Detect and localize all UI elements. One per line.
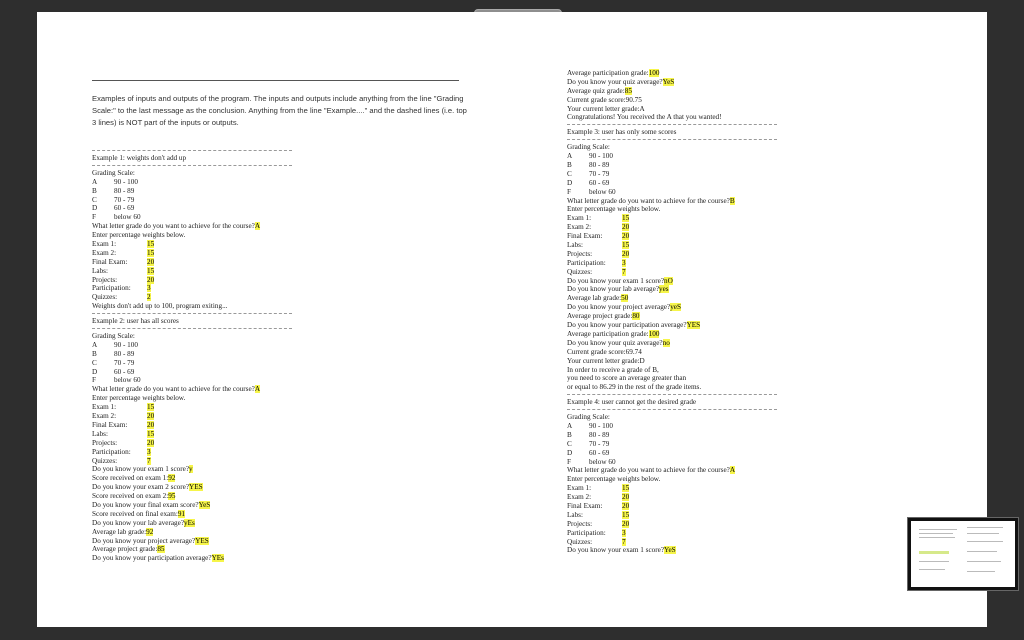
text-line xyxy=(567,241,777,250)
input-value: 15 xyxy=(622,241,630,250)
text-line xyxy=(567,69,777,78)
text-line xyxy=(567,422,777,431)
line-text: Grading Scale: xyxy=(567,413,610,422)
text-line xyxy=(567,449,777,458)
weight-label: Exam 2: xyxy=(567,493,592,502)
text-line xyxy=(567,294,777,303)
grade-range: 70 - 79 xyxy=(589,439,610,448)
input-value: 20 xyxy=(622,223,630,232)
input-value: yEs xyxy=(184,518,195,527)
text-line xyxy=(92,465,292,474)
input-value: 3 xyxy=(622,528,626,537)
grade-range: 90 - 100 xyxy=(114,177,138,186)
text-line xyxy=(92,302,292,311)
grade-range: 90 - 100 xyxy=(589,421,613,430)
grade-range: 90 - 100 xyxy=(114,340,138,349)
grade-letter: C xyxy=(92,195,97,204)
text-line xyxy=(92,204,292,213)
weight-label: Exam 2: xyxy=(92,248,117,257)
input-value: nO xyxy=(664,276,673,285)
line-text: Do you know your participation average? xyxy=(567,321,687,330)
text-line xyxy=(567,357,777,366)
input-value: 20 xyxy=(147,438,155,447)
text-line xyxy=(567,511,777,520)
grade-letter: D xyxy=(567,178,573,187)
input-value: YES xyxy=(686,321,701,330)
grade-range: 80 - 89 xyxy=(114,186,135,195)
text-line xyxy=(567,431,777,440)
grade-range: below 60 xyxy=(589,187,616,196)
text-line xyxy=(92,284,292,293)
text-line xyxy=(567,143,777,152)
text-line xyxy=(92,231,292,240)
text-line xyxy=(92,350,292,359)
line-text: What letter grade do you want to achieve for the course? xyxy=(92,222,255,231)
grade-range: 70 - 79 xyxy=(589,169,610,178)
grade-range: 60 - 69 xyxy=(589,178,610,187)
right-column xyxy=(567,69,777,555)
grade-letter: D xyxy=(92,367,98,376)
text-line xyxy=(92,430,292,439)
text-line xyxy=(92,457,292,466)
dashed-separator xyxy=(567,139,777,140)
text-line xyxy=(92,394,292,403)
grade-letter: C xyxy=(567,439,572,448)
line-text: Do you know your project average? xyxy=(92,536,196,545)
input-value: 15 xyxy=(147,240,155,249)
text-line xyxy=(567,348,777,357)
text-line xyxy=(567,458,777,467)
text-line xyxy=(92,169,292,178)
line-text: Average project grade: xyxy=(567,312,633,321)
dashed-separator xyxy=(92,150,292,151)
grade-letter: A xyxy=(92,177,98,186)
input-value: 15 xyxy=(622,510,630,519)
text-line xyxy=(92,154,292,163)
weight-label: Participation: xyxy=(92,447,131,456)
text-line xyxy=(567,475,777,484)
input-value: 100 xyxy=(648,329,660,338)
text-line xyxy=(92,412,292,421)
grade-range: below 60 xyxy=(589,457,616,466)
weight-label: Exam 2: xyxy=(92,412,117,421)
weight-label: Final Exam: xyxy=(567,501,603,510)
input-value: 85 xyxy=(624,86,632,95)
text-line xyxy=(92,519,292,528)
line-text: Average project grade: xyxy=(92,545,158,554)
text-line xyxy=(567,179,777,188)
input-value: A xyxy=(729,466,736,475)
line-text: Example 1: weights don't add up xyxy=(92,154,187,162)
text-line xyxy=(567,330,777,339)
grade-letter: A xyxy=(567,152,573,161)
input-value: 20 xyxy=(147,412,155,421)
grade-letter: F xyxy=(92,213,96,222)
grade-letter: B xyxy=(567,161,572,170)
grade-range: 70 - 79 xyxy=(114,358,135,367)
input-value: 91 xyxy=(177,509,185,518)
input-value: YeS xyxy=(662,77,675,86)
document-page xyxy=(37,12,987,627)
text-line xyxy=(567,383,777,392)
text-line xyxy=(92,213,292,222)
text-line xyxy=(92,501,292,510)
text-line xyxy=(567,259,777,268)
input-value: yes xyxy=(659,285,669,294)
line-text: What letter grade do you want to achieve for the course? xyxy=(92,385,255,394)
text-line xyxy=(567,214,777,223)
line-text: Score received on exam 2: xyxy=(92,492,169,501)
line-text: Your current letter grade:D xyxy=(567,356,645,365)
grade-range: 60 - 69 xyxy=(114,204,135,213)
line-text: Score received on final exam: xyxy=(92,509,178,518)
text-line xyxy=(567,546,777,555)
grade-letter: B xyxy=(92,349,97,358)
line-text: Enter percentage weights below. xyxy=(567,475,661,484)
text-line xyxy=(567,78,777,87)
text-line xyxy=(567,484,777,493)
line-text: Enter percentage weights below. xyxy=(567,205,661,214)
text-line xyxy=(567,312,777,321)
line-text: Average participation grade: xyxy=(567,69,649,77)
dashed-separator xyxy=(92,165,292,166)
text-line xyxy=(92,249,292,258)
line-text: Your current letter grade:A xyxy=(567,104,645,113)
line-text: In order to receive a grade of B, xyxy=(567,365,659,374)
input-value: 20 xyxy=(622,249,630,258)
text-line xyxy=(92,439,292,448)
grade-letter: C xyxy=(92,358,97,367)
text-line xyxy=(92,359,292,368)
text-line xyxy=(92,474,292,483)
text-line xyxy=(92,376,292,385)
text-line xyxy=(92,528,292,537)
weight-label: Participation: xyxy=(567,258,606,267)
line-text: Average quiz grade: xyxy=(567,86,625,95)
weight-label: Exam 1: xyxy=(92,240,117,249)
text-line xyxy=(92,368,292,377)
text-line xyxy=(567,105,777,114)
intro-paragraph: Examples of inputs and outputs of the program. The inputs and outputs include anything from the line "Grading Scale:" to the last message as the conclusion. Anything from the line "Example...." and the dashed lines (i.e. top 3 lines) is NOT part of the inputs or outputs. xyxy=(92,94,467,127)
input-value: 7 xyxy=(622,537,626,546)
grade-letter: F xyxy=(567,457,571,466)
line-text: Do you know your exam 2 score? xyxy=(92,483,190,492)
line-text: Do you know your exam 1 score? xyxy=(567,546,665,555)
line-text: Example 2: user has all scores xyxy=(92,317,179,326)
text-line xyxy=(567,128,777,137)
input-value: 15 xyxy=(622,214,630,223)
text-line xyxy=(567,170,777,179)
input-value: 20 xyxy=(622,501,630,510)
weight-label: Final Exam: xyxy=(92,420,128,429)
grade-letter: F xyxy=(567,187,571,196)
input-value: 15 xyxy=(147,266,155,275)
text-line xyxy=(92,293,292,302)
text-line xyxy=(92,267,292,276)
line-text: Do you know your exam 1 score? xyxy=(92,465,190,474)
grade-range: 80 - 89 xyxy=(589,161,610,170)
input-value: no xyxy=(662,338,670,347)
input-value: A xyxy=(254,385,261,394)
weight-label: Final Exam: xyxy=(567,232,603,241)
text-line xyxy=(567,96,777,105)
text-line xyxy=(92,492,292,501)
line-text: Average participation grade: xyxy=(567,329,649,338)
line-text: Average lab grade: xyxy=(567,294,622,303)
text-line xyxy=(567,493,777,502)
line-text: Grading Scale: xyxy=(92,168,135,177)
line-text: Score received on exam 1: xyxy=(92,474,169,483)
input-value: 7 xyxy=(622,267,626,276)
input-value: YEs xyxy=(211,554,224,563)
input-value: 80 xyxy=(632,312,640,321)
text-line xyxy=(92,178,292,187)
dashed-separator xyxy=(92,313,292,314)
line-text: Weights don't add up to 100, program exiting... xyxy=(92,302,228,311)
grade-range: 90 - 100 xyxy=(589,152,613,161)
grade-range: 80 - 89 xyxy=(589,430,610,439)
line-text: What letter grade do you want to achieve for the course? xyxy=(567,466,730,475)
input-value: 85 xyxy=(157,545,165,554)
grade-letter: C xyxy=(567,169,572,178)
weight-label: Exam 2: xyxy=(567,223,592,232)
weight-label: Quizzes: xyxy=(92,293,118,302)
text-line xyxy=(567,268,777,277)
line-text: Do you know your lab average? xyxy=(567,285,660,294)
line-text: Do you know your quiz average? xyxy=(567,338,663,347)
line-text: Example 4: user cannot get the desired grade xyxy=(567,398,697,407)
input-value: 95 xyxy=(168,492,176,501)
input-value: 50 xyxy=(621,294,629,303)
grade-letter: D xyxy=(567,448,573,457)
weight-label: Quizzes: xyxy=(567,267,593,276)
input-value: 15 xyxy=(622,484,630,493)
grade-range: below 60 xyxy=(114,376,141,385)
text-line xyxy=(92,421,292,430)
grade-range: below 60 xyxy=(114,213,141,222)
text-line xyxy=(567,366,777,375)
dashed-separator xyxy=(567,124,777,125)
text-line xyxy=(92,537,292,546)
weight-label: Exam 1: xyxy=(567,214,592,223)
line-text: Enter percentage weights below. xyxy=(92,231,186,240)
grade-letter: A xyxy=(567,421,573,430)
text-line xyxy=(567,466,777,475)
line-text: What letter grade do you want to achieve for the course? xyxy=(567,196,730,205)
dashed-separator xyxy=(92,328,292,329)
text-line xyxy=(92,317,292,326)
grade-letter: A xyxy=(92,340,98,349)
left-column xyxy=(92,148,292,563)
input-value: 3 xyxy=(147,447,151,456)
text-line xyxy=(567,161,777,170)
line-text: Do you know your exam 1 score? xyxy=(567,276,665,285)
text-line xyxy=(567,277,777,286)
text-line xyxy=(92,403,292,412)
text-line xyxy=(567,529,777,538)
text-line xyxy=(567,374,777,383)
input-value: y xyxy=(189,465,193,474)
weight-label: Labs: xyxy=(92,266,108,275)
line-text: Do you know your lab average? xyxy=(92,518,185,527)
text-line xyxy=(567,152,777,161)
weight-label: Final Exam: xyxy=(92,257,128,266)
text-line xyxy=(92,483,292,492)
text-line xyxy=(92,545,292,554)
input-value: 15 xyxy=(147,429,155,438)
text-line xyxy=(567,205,777,214)
text-line xyxy=(567,197,777,206)
grade-letter: B xyxy=(92,186,97,195)
grade-letter: D xyxy=(92,204,98,213)
weight-label: Projects: xyxy=(92,438,118,447)
dashed-separator xyxy=(567,409,777,410)
text-line xyxy=(567,303,777,312)
input-value: 20 xyxy=(147,275,155,284)
grade-letter: B xyxy=(567,430,572,439)
text-line xyxy=(567,339,777,348)
text-line xyxy=(567,113,777,122)
input-value: 20 xyxy=(622,519,630,528)
input-value: 100 xyxy=(648,69,660,77)
text-line xyxy=(92,240,292,249)
input-value: 2 xyxy=(147,293,151,302)
weight-label: Projects: xyxy=(567,519,593,528)
input-value: 20 xyxy=(622,232,630,241)
text-line xyxy=(567,232,777,241)
text-line xyxy=(567,440,777,449)
text-line xyxy=(92,554,292,563)
input-value: 3 xyxy=(622,258,626,267)
input-value: 15 xyxy=(147,403,155,412)
text-line xyxy=(567,321,777,330)
grade-range: 60 - 69 xyxy=(589,448,610,457)
line-text: Do you know your quiz average? xyxy=(567,77,663,86)
input-value: 20 xyxy=(147,420,155,429)
input-value: A xyxy=(254,222,261,231)
grade-range: 70 - 79 xyxy=(114,195,135,204)
text-line xyxy=(92,448,292,457)
input-value: 3 xyxy=(147,284,151,293)
text-line xyxy=(567,413,777,422)
weight-label: Participation: xyxy=(92,284,131,293)
text-line xyxy=(92,187,292,196)
weight-label: Quizzes: xyxy=(567,537,593,546)
weight-label: Exam 1: xyxy=(92,403,117,412)
weight-label: Participation: xyxy=(567,528,606,537)
grade-letter: F xyxy=(92,376,96,385)
dashed-separator xyxy=(567,394,777,395)
line-text: Grading Scale: xyxy=(92,332,135,341)
input-value: YeS xyxy=(198,500,211,509)
text-line xyxy=(567,250,777,259)
grade-range: 60 - 69 xyxy=(114,367,135,376)
line-text: Do you know your participation average? xyxy=(92,554,212,563)
weight-label: Labs: xyxy=(92,429,108,438)
input-value: 92 xyxy=(168,474,176,483)
line-text: Do you know your project average? xyxy=(567,303,671,312)
grade-range: 80 - 89 xyxy=(114,349,135,358)
input-value: 92 xyxy=(146,527,154,536)
text-line xyxy=(92,222,292,231)
line-text: Enter percentage weights below. xyxy=(92,394,186,403)
weight-label: Quizzes: xyxy=(92,456,118,465)
text-line xyxy=(92,341,292,350)
input-value: B xyxy=(729,196,735,205)
input-value: 20 xyxy=(622,493,630,502)
text-line xyxy=(567,285,777,294)
text-line xyxy=(567,538,777,547)
line-text: Do you know your final exam score? xyxy=(92,500,199,509)
weight-label: Labs: xyxy=(567,510,583,519)
text-line xyxy=(567,520,777,529)
line-text: Congratulations! You received the A that you wanted! xyxy=(567,113,722,122)
input-value: YeS xyxy=(664,546,676,555)
line-text: Current grade score:90.75 xyxy=(567,95,642,104)
text-line xyxy=(92,276,292,285)
text-line xyxy=(92,385,292,394)
text-line xyxy=(567,87,777,96)
text-line xyxy=(92,196,292,205)
input-value: YES xyxy=(189,483,203,492)
page-thumbnail[interactable] xyxy=(908,518,1018,590)
weight-label: Projects: xyxy=(92,275,118,284)
text-line xyxy=(92,332,292,341)
line-text: you need to score an average greater than xyxy=(567,374,687,383)
text-line xyxy=(92,258,292,267)
line-text: Current grade score:69.74 xyxy=(567,347,642,356)
weight-label: Exam 1: xyxy=(567,484,592,493)
top-rule xyxy=(92,80,459,81)
input-value: yeS xyxy=(670,303,681,312)
weight-label: Projects: xyxy=(567,249,593,258)
input-value: 7 xyxy=(147,456,151,465)
input-value: 15 xyxy=(147,248,155,257)
text-line xyxy=(567,502,777,511)
line-text: or equal to 86.29 in the rest of the grade items. xyxy=(567,383,702,392)
input-value: 20 xyxy=(147,257,155,266)
line-text: Average lab grade: xyxy=(92,527,147,536)
line-text: Example 3: user has only some scores xyxy=(567,128,677,137)
text-line xyxy=(567,188,777,197)
weight-label: Labs: xyxy=(567,241,583,250)
text-line xyxy=(567,223,777,232)
input-value: YES xyxy=(195,536,209,545)
text-line xyxy=(567,398,777,407)
text-line xyxy=(92,510,292,519)
line-text: Grading Scale: xyxy=(567,143,610,152)
